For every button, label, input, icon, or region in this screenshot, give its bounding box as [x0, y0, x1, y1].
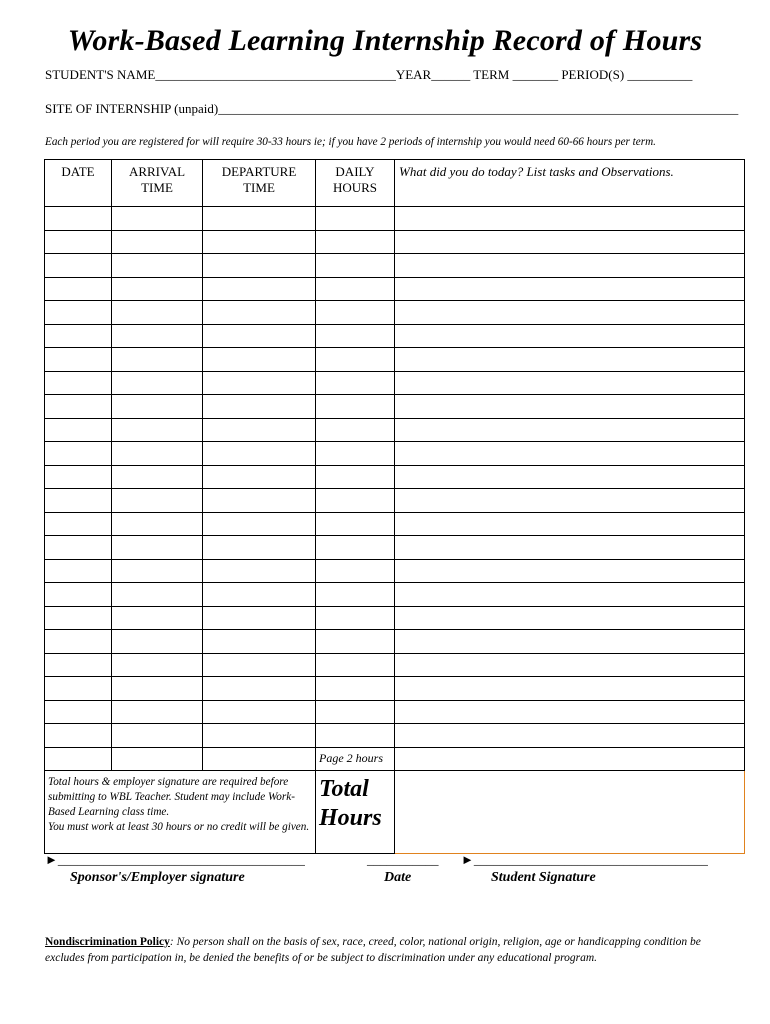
departure-time-cell[interactable]	[203, 301, 316, 325]
observations-cell[interactable]	[395, 442, 745, 466]
arrival-time-cell[interactable]	[112, 465, 203, 489]
table-row	[45, 724, 745, 748]
observations-cell[interactable]	[395, 465, 745, 489]
table-row	[45, 630, 745, 654]
arrival-time-cell[interactable]	[112, 277, 203, 301]
date-cell[interactable]	[45, 512, 112, 536]
departure-time-cell[interactable]	[203, 583, 316, 607]
sponsor-signature-line[interactable]: ►______________________________________	[45, 852, 305, 867]
date-cell[interactable]	[45, 536, 112, 560]
observations-cell[interactable]	[395, 418, 745, 442]
daily-hours-cell[interactable]	[316, 653, 395, 677]
observations-cell[interactable]	[395, 348, 745, 372]
arrival-time-cell[interactable]	[112, 348, 203, 372]
date-cell[interactable]	[45, 677, 112, 701]
policy-title: Nondiscrimination Policy	[45, 936, 170, 948]
internship-site-line[interactable]: SITE OF INTERNSHIP (unpaid)________________________________________________________________________________	[45, 101, 739, 116]
table-row	[45, 348, 745, 372]
departure-time-cell[interactable]	[203, 230, 316, 254]
table-row	[45, 583, 745, 607]
arrival-time-cell[interactable]	[112, 700, 203, 724]
column-header-text: What did you do today? List tasks and Observations.	[399, 164, 674, 179]
departure-time-cell[interactable]	[203, 371, 316, 395]
column-header-daily-hours	[316, 160, 395, 207]
daily-hours-cell[interactable]	[316, 536, 395, 560]
table-row	[45, 677, 745, 701]
arrival-time-cell[interactable]	[112, 583, 203, 607]
page2-hours-row	[45, 747, 745, 771]
table-row	[45, 277, 745, 301]
departure-time-cell[interactable]	[203, 418, 316, 442]
column-header-text: DAILY HOURS	[332, 164, 378, 195]
arrival-time-cell[interactable]	[112, 324, 203, 348]
departure-time-cell[interactable]	[203, 724, 316, 748]
date-cell[interactable]	[45, 489, 112, 513]
daily-hours-cell[interactable]	[316, 606, 395, 630]
table-row	[45, 442, 745, 466]
nondiscrimination-policy	[45, 934, 735, 966]
daily-hours-cell[interactable]	[316, 512, 395, 536]
departure-time-cell[interactable]	[203, 324, 316, 348]
departure-time-cell[interactable]	[203, 395, 316, 419]
table-row	[45, 700, 745, 724]
observations-cell[interactable]	[395, 559, 745, 583]
observations-cell[interactable]	[395, 606, 745, 630]
page2-hours-field[interactable]	[395, 747, 745, 771]
daily-hours-cell[interactable]	[316, 230, 395, 254]
arrival-time-cell[interactable]	[112, 207, 203, 231]
column-header-date	[45, 160, 112, 207]
daily-hours-cell[interactable]	[316, 418, 395, 442]
table-row	[45, 653, 745, 677]
date-cell[interactable]	[45, 442, 112, 466]
departure-time-cell[interactable]	[203, 747, 316, 771]
table-row	[45, 418, 745, 442]
arrival-time-cell[interactable]	[112, 371, 203, 395]
table-row	[45, 489, 745, 513]
daily-hours-cell[interactable]	[316, 277, 395, 301]
date-cell[interactable]	[45, 653, 112, 677]
table-row	[45, 371, 745, 395]
departure-time-cell[interactable]	[203, 677, 316, 701]
date-cell[interactable]	[45, 301, 112, 325]
daily-hours-cell[interactable]	[316, 371, 395, 395]
student-name-year-term-period-line[interactable]: STUDENT'S NAME_____________________________________YEAR______ TERM _______ PERIOD(S) __________	[45, 67, 693, 82]
table-row	[45, 559, 745, 583]
hours-requirement-note: Each period you are registered for will require 30-33 hours ie; if you have 2 periods of internship you would need 60-66 hours per term.	[45, 136, 656, 148]
daily-hours-cell[interactable]	[316, 348, 395, 372]
departure-time-cell[interactable]	[203, 207, 316, 231]
arrival-time-cell[interactable]	[112, 418, 203, 442]
total-hours-row	[45, 771, 745, 854]
daily-hours-cell[interactable]	[316, 700, 395, 724]
date-cell[interactable]	[45, 630, 112, 654]
daily-hours-cell[interactable]	[316, 442, 395, 466]
departure-time-cell[interactable]	[203, 442, 316, 466]
column-header-arrival-time	[112, 160, 203, 207]
daily-hours-cell[interactable]	[316, 207, 395, 231]
observations-cell[interactable]	[395, 371, 745, 395]
page2-hours-label: Page 2 hours	[316, 747, 395, 771]
column-header-departure-time	[203, 160, 316, 207]
date-cell[interactable]	[45, 724, 112, 748]
table-row	[45, 230, 745, 254]
observations-cell[interactable]	[395, 207, 745, 231]
arrival-time-cell[interactable]	[112, 606, 203, 630]
arrival-time-cell[interactable]	[112, 230, 203, 254]
departure-time-cell[interactable]	[203, 348, 316, 372]
page-title: Work-Based Learning Internship Record of Hours	[67, 24, 703, 57]
table-row	[45, 606, 745, 630]
date-line[interactable]: ___________	[367, 852, 439, 867]
column-header-observations	[395, 160, 745, 207]
table-row	[45, 395, 745, 419]
table-row	[45, 465, 745, 489]
arrival-time-cell[interactable]	[112, 254, 203, 278]
policy-text: : No person shall on the basis of sex, race, creed, color, national origin, religion, age or handicapping condition be excludes from participation in, be denied the benefits of or be subject to discrimination under any educational program.	[45, 936, 701, 964]
date-cell[interactable]	[45, 418, 112, 442]
date-cell[interactable]	[45, 465, 112, 489]
observations-cell[interactable]	[395, 512, 745, 536]
daily-hours-cell[interactable]	[316, 395, 395, 419]
arrival-time-cell[interactable]	[112, 630, 203, 654]
observations-cell[interactable]	[395, 700, 745, 724]
daily-hours-cell[interactable]	[316, 724, 395, 748]
date-cell[interactable]	[45, 606, 112, 630]
date-cell[interactable]	[45, 700, 112, 724]
student-signature-line[interactable]: ►____________________________________	[461, 852, 708, 867]
table-header-row	[45, 160, 745, 207]
date-cell[interactable]	[45, 395, 112, 419]
departure-time-cell[interactable]	[203, 606, 316, 630]
date-cell[interactable]	[45, 559, 112, 583]
departure-time-cell[interactable]	[203, 465, 316, 489]
arrival-time-cell[interactable]	[112, 536, 203, 560]
table-row	[45, 207, 745, 231]
observations-cell[interactable]	[395, 677, 745, 701]
daily-hours-cell[interactable]	[316, 583, 395, 607]
daily-hours-cell[interactable]	[316, 254, 395, 278]
daily-hours-cell[interactable]	[316, 677, 395, 701]
departure-time-cell[interactable]	[203, 559, 316, 583]
observations-cell[interactable]	[395, 324, 745, 348]
submission-requirement-note: Total hours & employer signature are required before submitting to WBL Teacher. Student may include Work-Based Learning class time. You must work at least 30 hours or no credit will be given.	[45, 771, 316, 854]
observations-cell[interactable]	[395, 254, 745, 278]
observations-cell[interactable]	[395, 536, 745, 560]
table-row	[45, 254, 745, 278]
arrival-time-cell[interactable]	[112, 395, 203, 419]
date-cell[interactable]	[45, 583, 112, 607]
daily-hours-cell[interactable]	[316, 465, 395, 489]
arrival-time-cell[interactable]	[112, 442, 203, 466]
observations-cell[interactable]	[395, 583, 745, 607]
table-row	[45, 324, 745, 348]
daily-hours-cell[interactable]	[316, 324, 395, 348]
total-hours-field[interactable]	[395, 771, 745, 854]
arrival-time-cell[interactable]	[112, 653, 203, 677]
arrival-time-cell[interactable]	[112, 747, 203, 771]
observations-cell[interactable]	[395, 489, 745, 513]
departure-time-cell[interactable]	[203, 653, 316, 677]
observations-cell[interactable]	[395, 277, 745, 301]
daily-hours-cell[interactable]	[316, 301, 395, 325]
date-cell[interactable]	[45, 230, 112, 254]
date-cell[interactable]	[45, 254, 112, 278]
daily-hours-cell[interactable]	[316, 559, 395, 583]
date-cell[interactable]	[45, 348, 112, 372]
column-header-text: DATE	[61, 164, 95, 179]
total-hours-label: Total Hours	[316, 771, 395, 854]
observations-cell[interactable]	[395, 630, 745, 654]
departure-time-cell[interactable]	[203, 512, 316, 536]
arrival-time-cell[interactable]	[112, 489, 203, 513]
daily-hours-cell[interactable]	[316, 489, 395, 513]
observations-cell[interactable]	[395, 724, 745, 748]
observations-cell[interactable]	[395, 301, 745, 325]
sponsor-signature-label: Sponsor's/Employer signature	[70, 870, 245, 885]
observations-cell[interactable]	[395, 653, 745, 677]
arrival-time-cell[interactable]	[112, 559, 203, 583]
hours-log-table	[44, 159, 745, 854]
date-label: Date	[384, 870, 412, 885]
column-header-text: DEPARTURE TIME	[221, 164, 297, 195]
arrival-time-cell[interactable]	[112, 301, 203, 325]
departure-time-cell[interactable]	[203, 630, 316, 654]
arrival-time-cell[interactable]	[112, 677, 203, 701]
observations-cell[interactable]	[395, 230, 745, 254]
table-row	[45, 536, 745, 560]
departure-time-cell[interactable]	[203, 489, 316, 513]
student-signature-label: Student Signature	[491, 870, 596, 885]
departure-time-cell[interactable]	[203, 536, 316, 560]
table-row	[45, 301, 745, 325]
departure-time-cell[interactable]	[203, 254, 316, 278]
daily-hours-cell[interactable]	[316, 630, 395, 654]
date-cell[interactable]	[45, 207, 112, 231]
observations-cell[interactable]	[395, 395, 745, 419]
arrival-time-cell[interactable]	[112, 512, 203, 536]
date-cell[interactable]	[45, 371, 112, 395]
table-row	[45, 512, 745, 536]
departure-time-cell[interactable]	[203, 700, 316, 724]
arrival-time-cell[interactable]	[112, 724, 203, 748]
date-cell[interactable]	[45, 277, 112, 301]
date-cell[interactable]	[45, 324, 112, 348]
date-cell[interactable]	[45, 747, 112, 771]
column-header-text: ARRIVAL TIME	[128, 164, 186, 195]
departure-time-cell[interactable]	[203, 277, 316, 301]
